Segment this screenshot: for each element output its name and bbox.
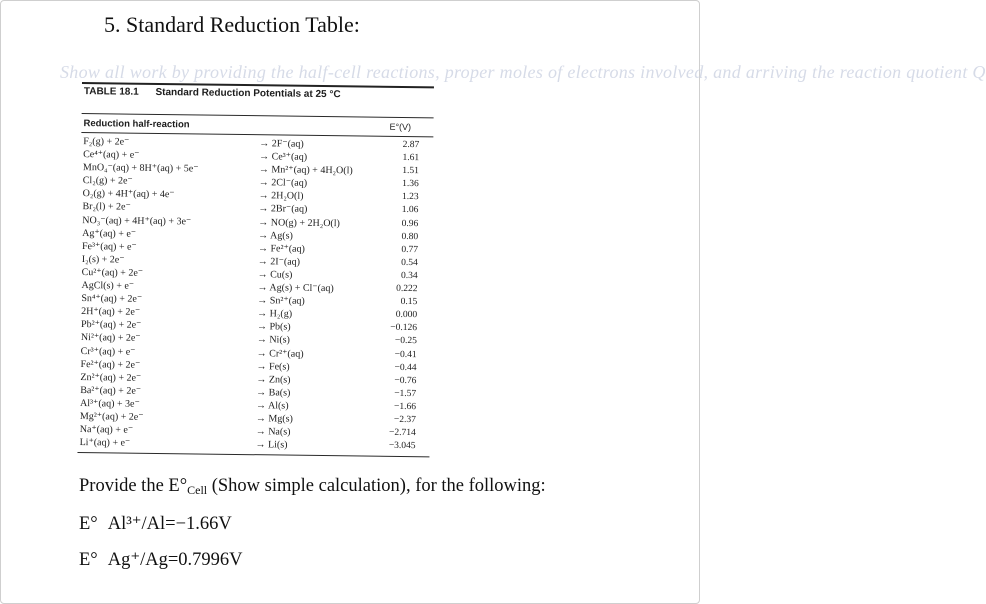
reaction-left: Pb²⁺(aq) + 2e⁻ [80, 319, 142, 332]
given-symbol: E° [79, 550, 98, 570]
potential-value: −0.41 [394, 349, 417, 360]
reaction-left: I₂(s) + 2e⁻ [81, 253, 125, 266]
potential-value: −3.045 [388, 440, 416, 452]
reaction-left: Zn²⁺(aq) + 2e⁻ [80, 371, 142, 384]
potential-value: 1.36 [402, 179, 419, 190]
reaction-left: NO₃⁻(aq) + 4H⁺(aq) + 3e⁻ [82, 214, 192, 227]
column-header-potential: E°(V) [389, 121, 412, 133]
page-title: 5. Standard Reduction Table: [104, 12, 360, 37]
header-top-rule [82, 113, 434, 118]
reaction-left: Al³⁺(aq) + 3e⁻ [80, 397, 140, 410]
reaction-right: → Sn²⁺(aq) [257, 295, 305, 307]
reaction-left: MnO₄⁻(aq) + 8H⁺(aq) + 5e⁻ [82, 162, 199, 175]
potential-value: 0.222 [396, 283, 418, 295]
reaction-left: Cr³⁺(aq) + e⁻ [80, 345, 136, 358]
reaction-left: AgCl(s) + e⁻ [81, 280, 135, 292]
potential-value: −1.66 [394, 401, 417, 413]
potential-value: −0.126 [390, 323, 418, 334]
reaction-left: Ba²⁺(aq) + 2e⁻ [80, 384, 142, 397]
given-potential-2 [79, 549, 243, 571]
reaction-right: → Na(s) [255, 426, 291, 438]
reaction-right: → 2Br⁻(aq) [258, 203, 308, 216]
reaction-right: → Cr²⁺(aq) [256, 347, 304, 360]
question-subscript: Cell [187, 483, 208, 497]
reaction-left: O₂(g) + 4H⁺(aq) + 4e⁻ [82, 188, 175, 201]
reaction-left: Ag⁺(aq) + e⁻ [82, 227, 137, 240]
reaction-right: → Al(s) [255, 400, 289, 412]
potential-value: 0.96 [401, 218, 419, 229]
reaction-left: Cu²⁺(aq) + 2e⁻ [81, 266, 144, 279]
potential-value: 0.77 [401, 244, 419, 255]
reaction-right: → 2I⁻(aq) [257, 256, 301, 268]
reaction-left: Ni²⁺(aq) + 2e⁻ [80, 332, 141, 345]
potential-value: 1.61 [402, 153, 420, 164]
reaction-right: → 2F⁻(aq) [259, 138, 304, 150]
potential-value: −2.37 [393, 414, 416, 426]
reaction-left: 2H⁺(aq) + 2e⁻ [81, 306, 141, 318]
reaction-left: Fe²⁺(aq) + 2e⁻ [80, 358, 141, 371]
reaction-right: → 2Cl⁻(aq) [258, 177, 308, 190]
potential-value: 1.51 [402, 166, 419, 177]
reaction-right: → Li(s) [255, 439, 288, 451]
potential-value: −2.714 [388, 427, 416, 439]
reaction-left: Sn⁴⁺(aq) + 2e⁻ [81, 293, 143, 305]
table-body [80, 135, 434, 454]
reaction-right: → Fe(s) [256, 360, 290, 373]
reaction-right: → Zn(s) [256, 373, 291, 386]
reaction-right: → Ce³⁺(aq) [259, 151, 308, 163]
reaction-right: → Ag(s) [258, 229, 293, 242]
given-symbol: E° [79, 514, 98, 534]
reaction-left: Ce⁴⁺(aq) + e⁻ [83, 149, 140, 161]
potential-value: −0.25 [394, 336, 417, 347]
potential-value: −0.76 [394, 375, 417, 386]
table-label: TABLE 18.1 [83, 86, 139, 98]
reaction-right: → Ag(s) + Cl⁻(aq) [257, 282, 334, 295]
reaction-left: F₂(g) + 2e⁻ [83, 136, 130, 148]
reaction-right: → Cu(s) [257, 269, 293, 281]
reaction-right: → 2H₂O(l) [258, 190, 304, 203]
question-before: Provide the E° [79, 476, 188, 496]
reaction-right: → NO(g) + 2H₂O(l) [258, 216, 340, 229]
question-text [79, 476, 546, 498]
potential-value: 0.34 [400, 270, 418, 282]
reaction-left: Cl₂(g) + 2e⁻ [82, 175, 133, 187]
reaction-right: → Ni(s) [256, 334, 290, 347]
potential-value: 0.000 [395, 310, 418, 321]
reaction-left: Na⁺(aq) + e⁻ [79, 424, 134, 436]
reaction-right: → Ba(s) [256, 386, 291, 399]
reaction-left: Mg²⁺(aq) + 2e⁻ [79, 411, 144, 423]
potential-value: 0.80 [401, 231, 419, 242]
potential-value: −1.57 [394, 388, 417, 399]
reduction-table-image [73, 82, 440, 486]
given-potential-1 [79, 513, 232, 535]
table-caption [84, 86, 341, 100]
given-value: Ag⁺/Ag=0.7996V [107, 550, 243, 570]
reaction-right: → Fe²⁺(aq) [257, 242, 305, 255]
potential-value: 0.15 [400, 297, 418, 308]
reaction-right: → Mn²⁺(aq) + 4H₂O(l) [258, 164, 353, 177]
reaction-left: Li⁺(aq) + e⁻ [79, 437, 131, 449]
reaction-right: → Pb(s) [256, 321, 291, 333]
potential-value: 1.23 [401, 192, 419, 203]
potential-value: 2.87 [402, 139, 420, 151]
table-title: Standard Reduction Potentials at 25 °C [155, 86, 341, 101]
potential-value: 0.54 [401, 257, 418, 269]
potential-value: 1.06 [401, 205, 419, 216]
given-value: Al³⁺/Al=−1.66V [107, 514, 232, 534]
reaction-left: Fe³⁺(aq) + e⁻ [81, 240, 137, 253]
column-header-reaction: Reduction half-reaction [83, 118, 190, 131]
reaction-left: Br₂(l) + 2e⁻ [82, 201, 131, 214]
reaction-right: → Mg(s) [255, 413, 293, 425]
faded-instruction-text: Show all work by providing the half-cell reactions, proper moles of electrons involved, and arriving the reaction quotient Q [60, 62, 986, 82]
question-after: (Show simple calculation), for the following: [207, 476, 546, 496]
reaction-right: → H₂(g) [257, 308, 293, 320]
potential-value: −0.44 [394, 362, 417, 373]
